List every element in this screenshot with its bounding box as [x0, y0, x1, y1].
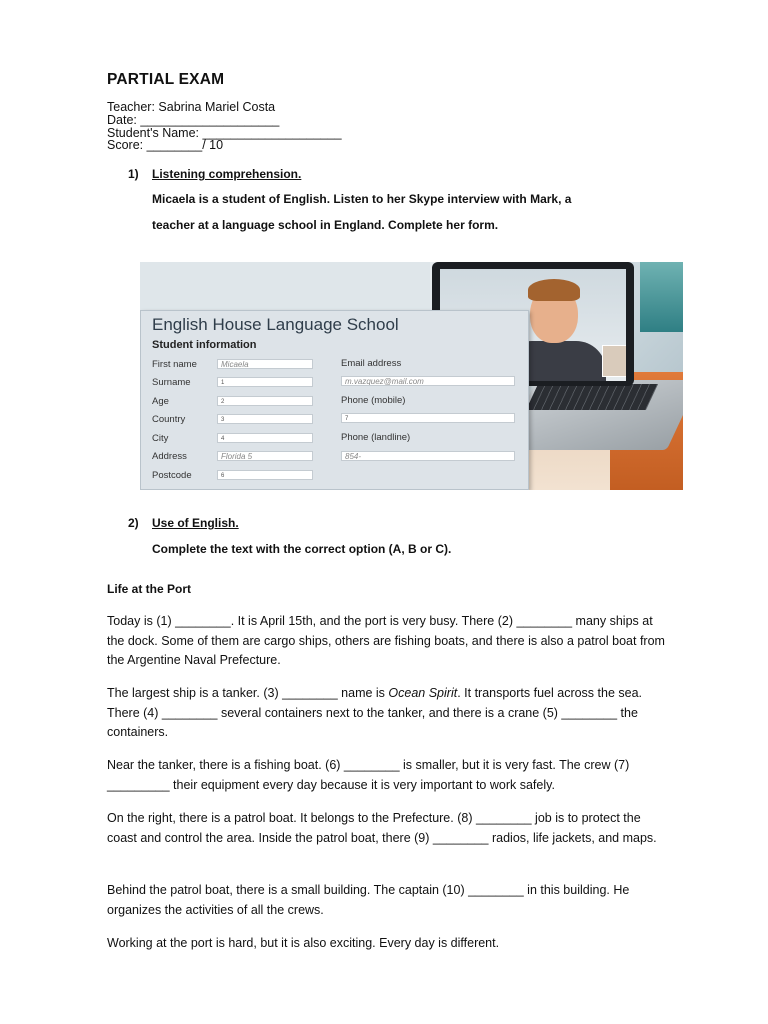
ship-name: Ocean Spirit — [388, 686, 458, 700]
section-1-instruction-1: Micaela is a student of English. Listen to her Skype interview with Mark, a — [152, 192, 572, 206]
paragraph-2-text — [107, 684, 667, 743]
paragraph-3-text: Near the tanker, there is a fishing boat. (6) ________ is smaller, but it is very fast. The crew (7) _________ their equipment every day because it is very important to work safely. — [107, 758, 630, 792]
field-phone-landline: 854- — [341, 451, 515, 461]
exam-title: PARTIAL EXAM — [107, 71, 225, 88]
student-video-thumbnail — [602, 345, 626, 377]
field-phone-mobile: 7 — [341, 413, 515, 423]
label-email: Email address — [341, 358, 402, 369]
score-line: Score: ________/ 10 — [107, 138, 224, 152]
label-phone-landline: Phone (landline) — [341, 432, 411, 443]
paragraph-2-part-b: . It transports fuel across the sea. There (4) ________ several containers next to the tanker, and there is a crane (5) ________ the containers. — [107, 686, 643, 739]
field-address: Florida 5 — [217, 451, 313, 461]
paragraph-1-text: Today is (1) ________. It is April 15th, and the port is very busy. There (2) ________ many ships at the dock. Some of them are cargo ships, others are fishing boats, and there is also a patrol boat from the Argentine Naval Prefecture. — [107, 614, 665, 667]
lamp — [640, 262, 683, 332]
label-address: Address — [152, 451, 187, 462]
label-first-name: First name — [152, 359, 197, 370]
field-age: 2 — [217, 396, 313, 406]
section-1-instruction-2: teacher at a language school in England. Complete her form. — [152, 218, 499, 232]
paragraph-2-part-a: The largest ship is a tanker. (3) ________ name is — [107, 686, 389, 700]
label-surname: Surname — [152, 377, 191, 388]
section-2-instruction: Complete the text with the correct option (A, B or C). — [152, 542, 452, 556]
section-1-heading — [128, 167, 301, 181]
student-form-card — [140, 310, 529, 490]
field-email: m.vazquez@mail.com — [341, 376, 515, 386]
field-first-name: Micaela — [217, 359, 313, 369]
paragraph-4 — [107, 809, 667, 848]
paragraph-2 — [107, 684, 667, 743]
student-name-line: Student's Name: ____________________ — [107, 126, 342, 140]
field-country: 3 — [217, 414, 313, 424]
teacher-hair — [528, 279, 580, 301]
paragraph-6 — [107, 934, 667, 954]
label-city: City — [152, 433, 169, 444]
laptop-keyboard — [526, 384, 658, 410]
label-age: Age — [152, 396, 169, 407]
section-1-title: Listening comprehension. — [152, 167, 302, 181]
form-title: English House Language School — [152, 315, 399, 334]
paragraph-1 — [107, 612, 667, 671]
label-postcode: Postcode — [152, 470, 192, 481]
field-postcode: 6 — [217, 470, 313, 480]
paragraph-5 — [107, 881, 667, 920]
label-country: Country — [152, 414, 186, 425]
paragraph-4-text: On the right, there is a patrol boat. It belongs to the Prefecture. (8) ________ job is to protect the coast and control the area. Inside the patrol boat, there (9) ________ radios, life jackets, and maps. — [107, 811, 657, 845]
field-city: 4 — [217, 433, 313, 443]
skype-interview-illustration — [140, 262, 683, 490]
paragraph-3 — [107, 756, 667, 795]
field-surname: 1 — [217, 377, 313, 387]
section-1-number: 1) — [128, 167, 139, 181]
paragraph-6-text: Working at the port is hard, but it is also exciting. Every day is different. — [107, 936, 500, 950]
form-subtitle: Student information — [152, 339, 257, 351]
section-2-heading — [128, 516, 239, 530]
reading-title: Life at the Port — [107, 582, 192, 596]
teacher-line: Teacher: Sabrina Mariel Costa — [107, 100, 276, 114]
section-2-title: Use of English. — [152, 516, 239, 530]
section-2-number: 2) — [128, 516, 139, 530]
date-line: Date: ____________________ — [107, 113, 280, 127]
label-phone-mobile: Phone (mobile) — [341, 395, 406, 406]
paragraph-5-text: Behind the patrol boat, there is a small building. The captain (10) ________ in this building. He organizes the activities of all the crews. — [107, 883, 630, 917]
